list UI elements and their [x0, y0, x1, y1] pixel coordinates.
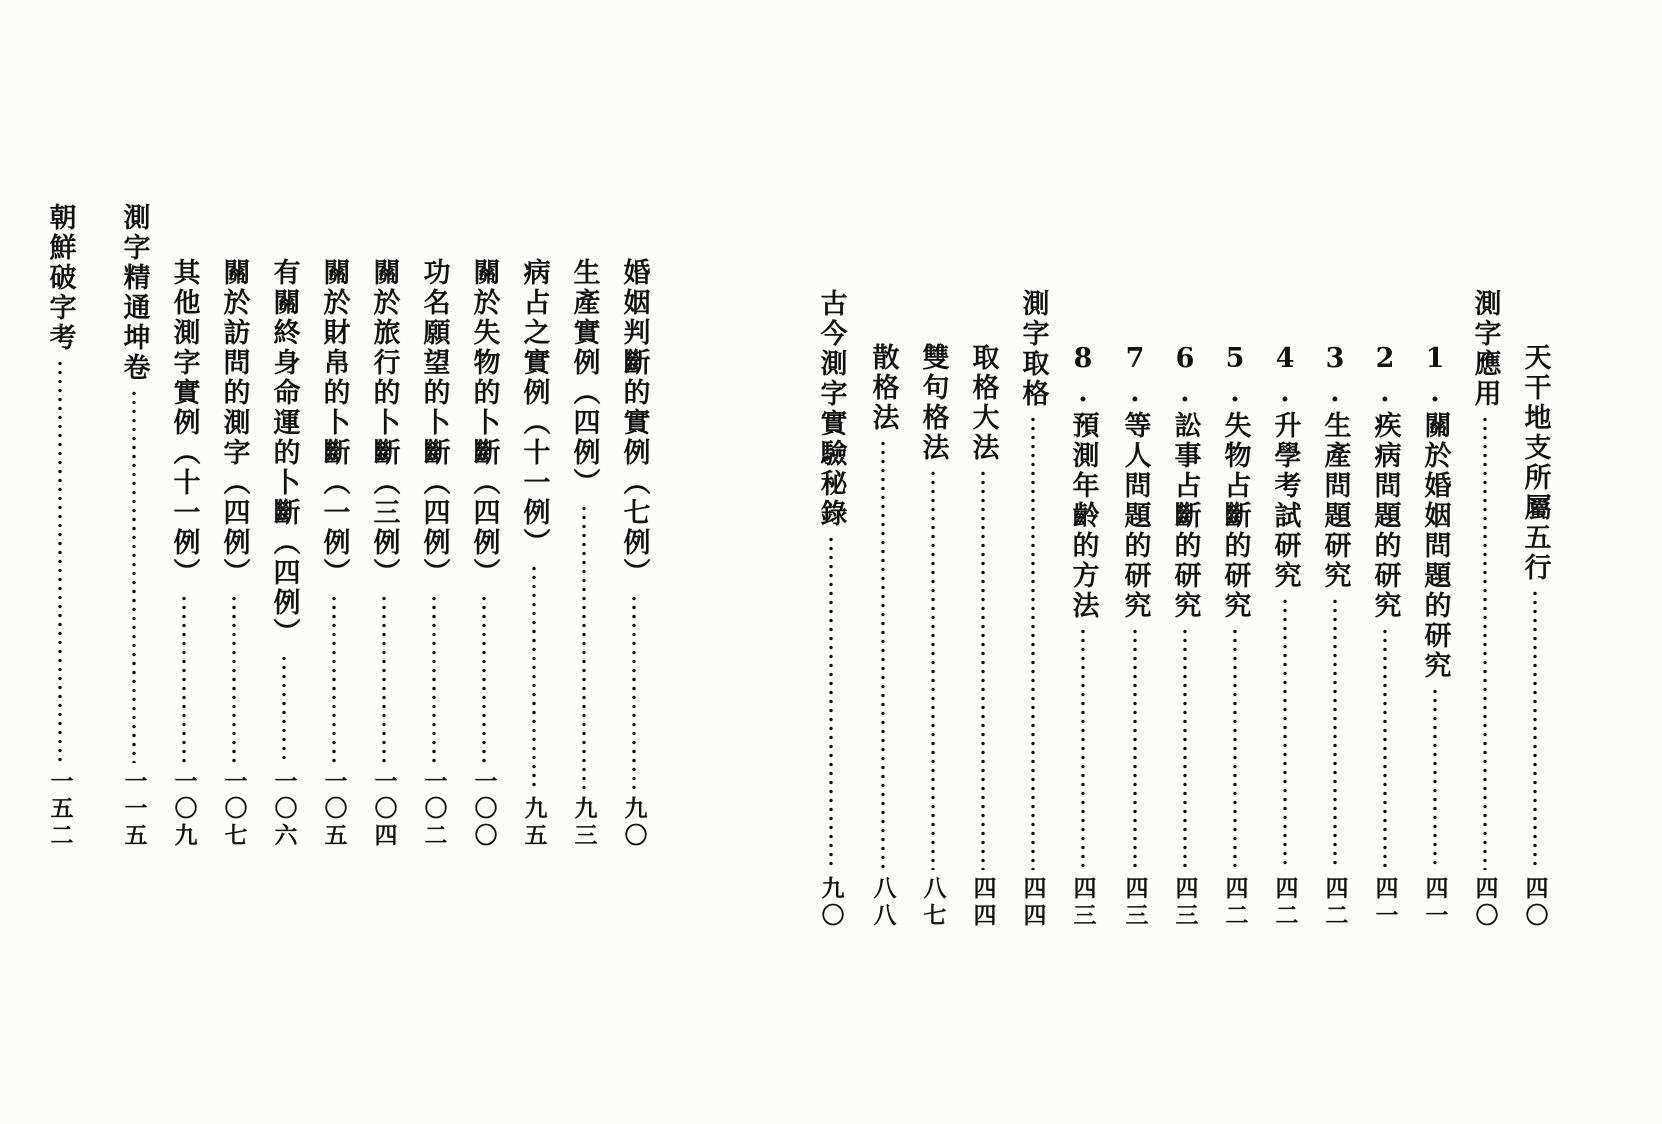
toc-entry-page: 一〇〇 [470, 769, 498, 850]
toc-entry-page: 四二 [1271, 876, 1299, 930]
toc-entry-page: 一〇九 [170, 769, 198, 850]
toc-entry [514, 258, 554, 850]
dot-leader [582, 504, 586, 790]
toc-entry [1315, 343, 1355, 930]
dot-leader [532, 564, 536, 790]
toc-entry-title: 散格法 [867, 343, 899, 433]
toc-entry [1115, 343, 1155, 930]
toc-entry-page: 四三 [1171, 876, 1199, 930]
dot-leader [981, 469, 985, 870]
toc-entry-page: 一〇四 [370, 769, 398, 850]
toc-entry [1063, 343, 1103, 930]
toc-entry-title: 功名願望的卜斷（四例） [418, 258, 450, 588]
toc-entry [464, 258, 504, 850]
toc-entry-title: 3.生產問題研究 [1319, 343, 1351, 591]
toc-entry-title: 生產實例（四例） [568, 258, 600, 498]
toc-entry [913, 343, 953, 930]
dot-leader [1031, 415, 1035, 870]
dot-leader [1533, 589, 1537, 870]
toc-entry-title: 有關終身命運的卜斷（四例） [268, 258, 300, 648]
toc-entry-title: 婚姻判斷的實例（七例） [618, 258, 650, 588]
toc-entry-page: 四三 [1069, 876, 1097, 930]
dot-leader [332, 594, 336, 763]
toc-entry-page: 一〇六 [270, 769, 298, 850]
toc-entry-page: 一一五 [120, 769, 148, 850]
toc-entry-title: 古今測字實驗秘錄 [815, 289, 847, 529]
dot-leader [182, 594, 186, 763]
toc-entry-page: 一〇二 [420, 769, 448, 850]
toc-entry [811, 289, 851, 930]
toc-entry-page: 四三 [1121, 876, 1149, 930]
toc-entry [1013, 289, 1053, 930]
dot-leader [632, 594, 636, 790]
toc-entry [963, 343, 1003, 930]
toc-entry [164, 258, 204, 850]
toc-entry-title: 7.等人問題的研究 [1119, 343, 1151, 621]
toc-entry [1165, 343, 1205, 930]
toc-entry-title: 6.訟事占斷的研究 [1169, 343, 1201, 621]
dot-leader [382, 594, 386, 763]
dot-leader [1183, 627, 1187, 870]
dot-leader [1333, 597, 1337, 870]
dot-leader [1233, 627, 1237, 870]
toc-entry-title: 取格大法 [967, 343, 999, 463]
toc-entry [264, 258, 304, 850]
toc-entry [614, 258, 654, 850]
dot-leader [1081, 627, 1085, 870]
dot-leader [132, 389, 136, 763]
toc-entry-page: 一五二 [46, 769, 74, 850]
dot-leader [931, 469, 935, 870]
toc-entry [1215, 343, 1255, 930]
toc-entry-title: 其他測字實例（十一例） [168, 258, 200, 588]
dot-leader [1433, 687, 1437, 870]
toc-entry [314, 258, 354, 850]
toc-entry [564, 258, 604, 850]
toc-entry-title: 1.關於婚姻問題的研究 [1419, 343, 1451, 681]
toc-entry [1415, 343, 1455, 930]
dot-leader [282, 654, 286, 763]
toc-entry-title: 8.預測年齡的方法 [1067, 343, 1099, 621]
toc-entry-page: 八七 [919, 876, 947, 930]
toc-entry-title: 關於財帛的卜斷（一例） [318, 258, 350, 588]
toc-entry-title: 天干地支所屬五行 [1519, 343, 1551, 583]
toc-entry-page: 九〇 [620, 796, 648, 850]
toc-entry [1465, 289, 1505, 930]
toc-entry-page: 四〇 [1471, 876, 1499, 930]
toc-entry-page: 四二 [1221, 876, 1249, 930]
toc-entry-title: 5.失物占斷的研究 [1219, 343, 1251, 621]
toc-entry-title: 關於失物的卜斷（四例） [468, 258, 500, 588]
dot-leader [1483, 415, 1487, 870]
toc-entry-title: 測字應用 [1469, 289, 1501, 409]
toc-entry-title: 病占之實例（十一例） [518, 258, 550, 558]
toc-entry-title: 4.升學考試研究 [1269, 343, 1301, 591]
dot-leader [1383, 627, 1387, 870]
toc-entry-title: 測字精通坤卷 [118, 203, 150, 383]
toc-entry-page: 九三 [570, 796, 598, 850]
toc-entry [214, 258, 254, 850]
toc-entry [1265, 343, 1305, 930]
dot-leader [482, 594, 486, 763]
toc-entry [414, 258, 454, 850]
toc-entry-page: 九五 [520, 796, 548, 850]
toc-entry [863, 343, 903, 930]
toc-entry [364, 258, 404, 850]
toc-entry-page: 四〇 [1521, 876, 1549, 930]
toc-entry-page: 四一 [1371, 876, 1399, 930]
toc-entry-title: 朝鮮破字考 [44, 203, 76, 353]
toc-entry-page: 四四 [969, 876, 997, 930]
toc-entry-page: 四一 [1421, 876, 1449, 930]
toc-entry [1515, 343, 1555, 930]
toc-entry [40, 203, 80, 850]
toc-entry [114, 203, 154, 850]
dot-leader [881, 439, 885, 870]
toc-entry-page: 一〇七 [220, 769, 248, 850]
dot-leader [829, 535, 833, 870]
toc-entry-title: 關於訪問的測字（四例） [218, 258, 250, 588]
toc-entry [1365, 343, 1405, 930]
dot-leader [432, 594, 436, 763]
toc-entry-title: 雙句格法 [917, 343, 949, 463]
dot-leader [232, 594, 236, 763]
dot-leader [1283, 597, 1287, 870]
toc-entry-title: 2.疾病問題的研究 [1369, 343, 1401, 621]
dot-leader [1133, 627, 1137, 870]
toc-entry-page: 四二 [1321, 876, 1349, 930]
toc-entry-page: 四四 [1019, 876, 1047, 930]
dot-leader [58, 359, 62, 763]
toc-entry-page: 九〇 [817, 876, 845, 930]
toc-entry-title: 測字取格 [1017, 289, 1049, 409]
toc-entry-title: 關於旅行的卜斷（三例） [368, 258, 400, 588]
toc-entry-page: 八八 [869, 876, 897, 930]
toc-entry-page: 一〇五 [320, 769, 348, 850]
